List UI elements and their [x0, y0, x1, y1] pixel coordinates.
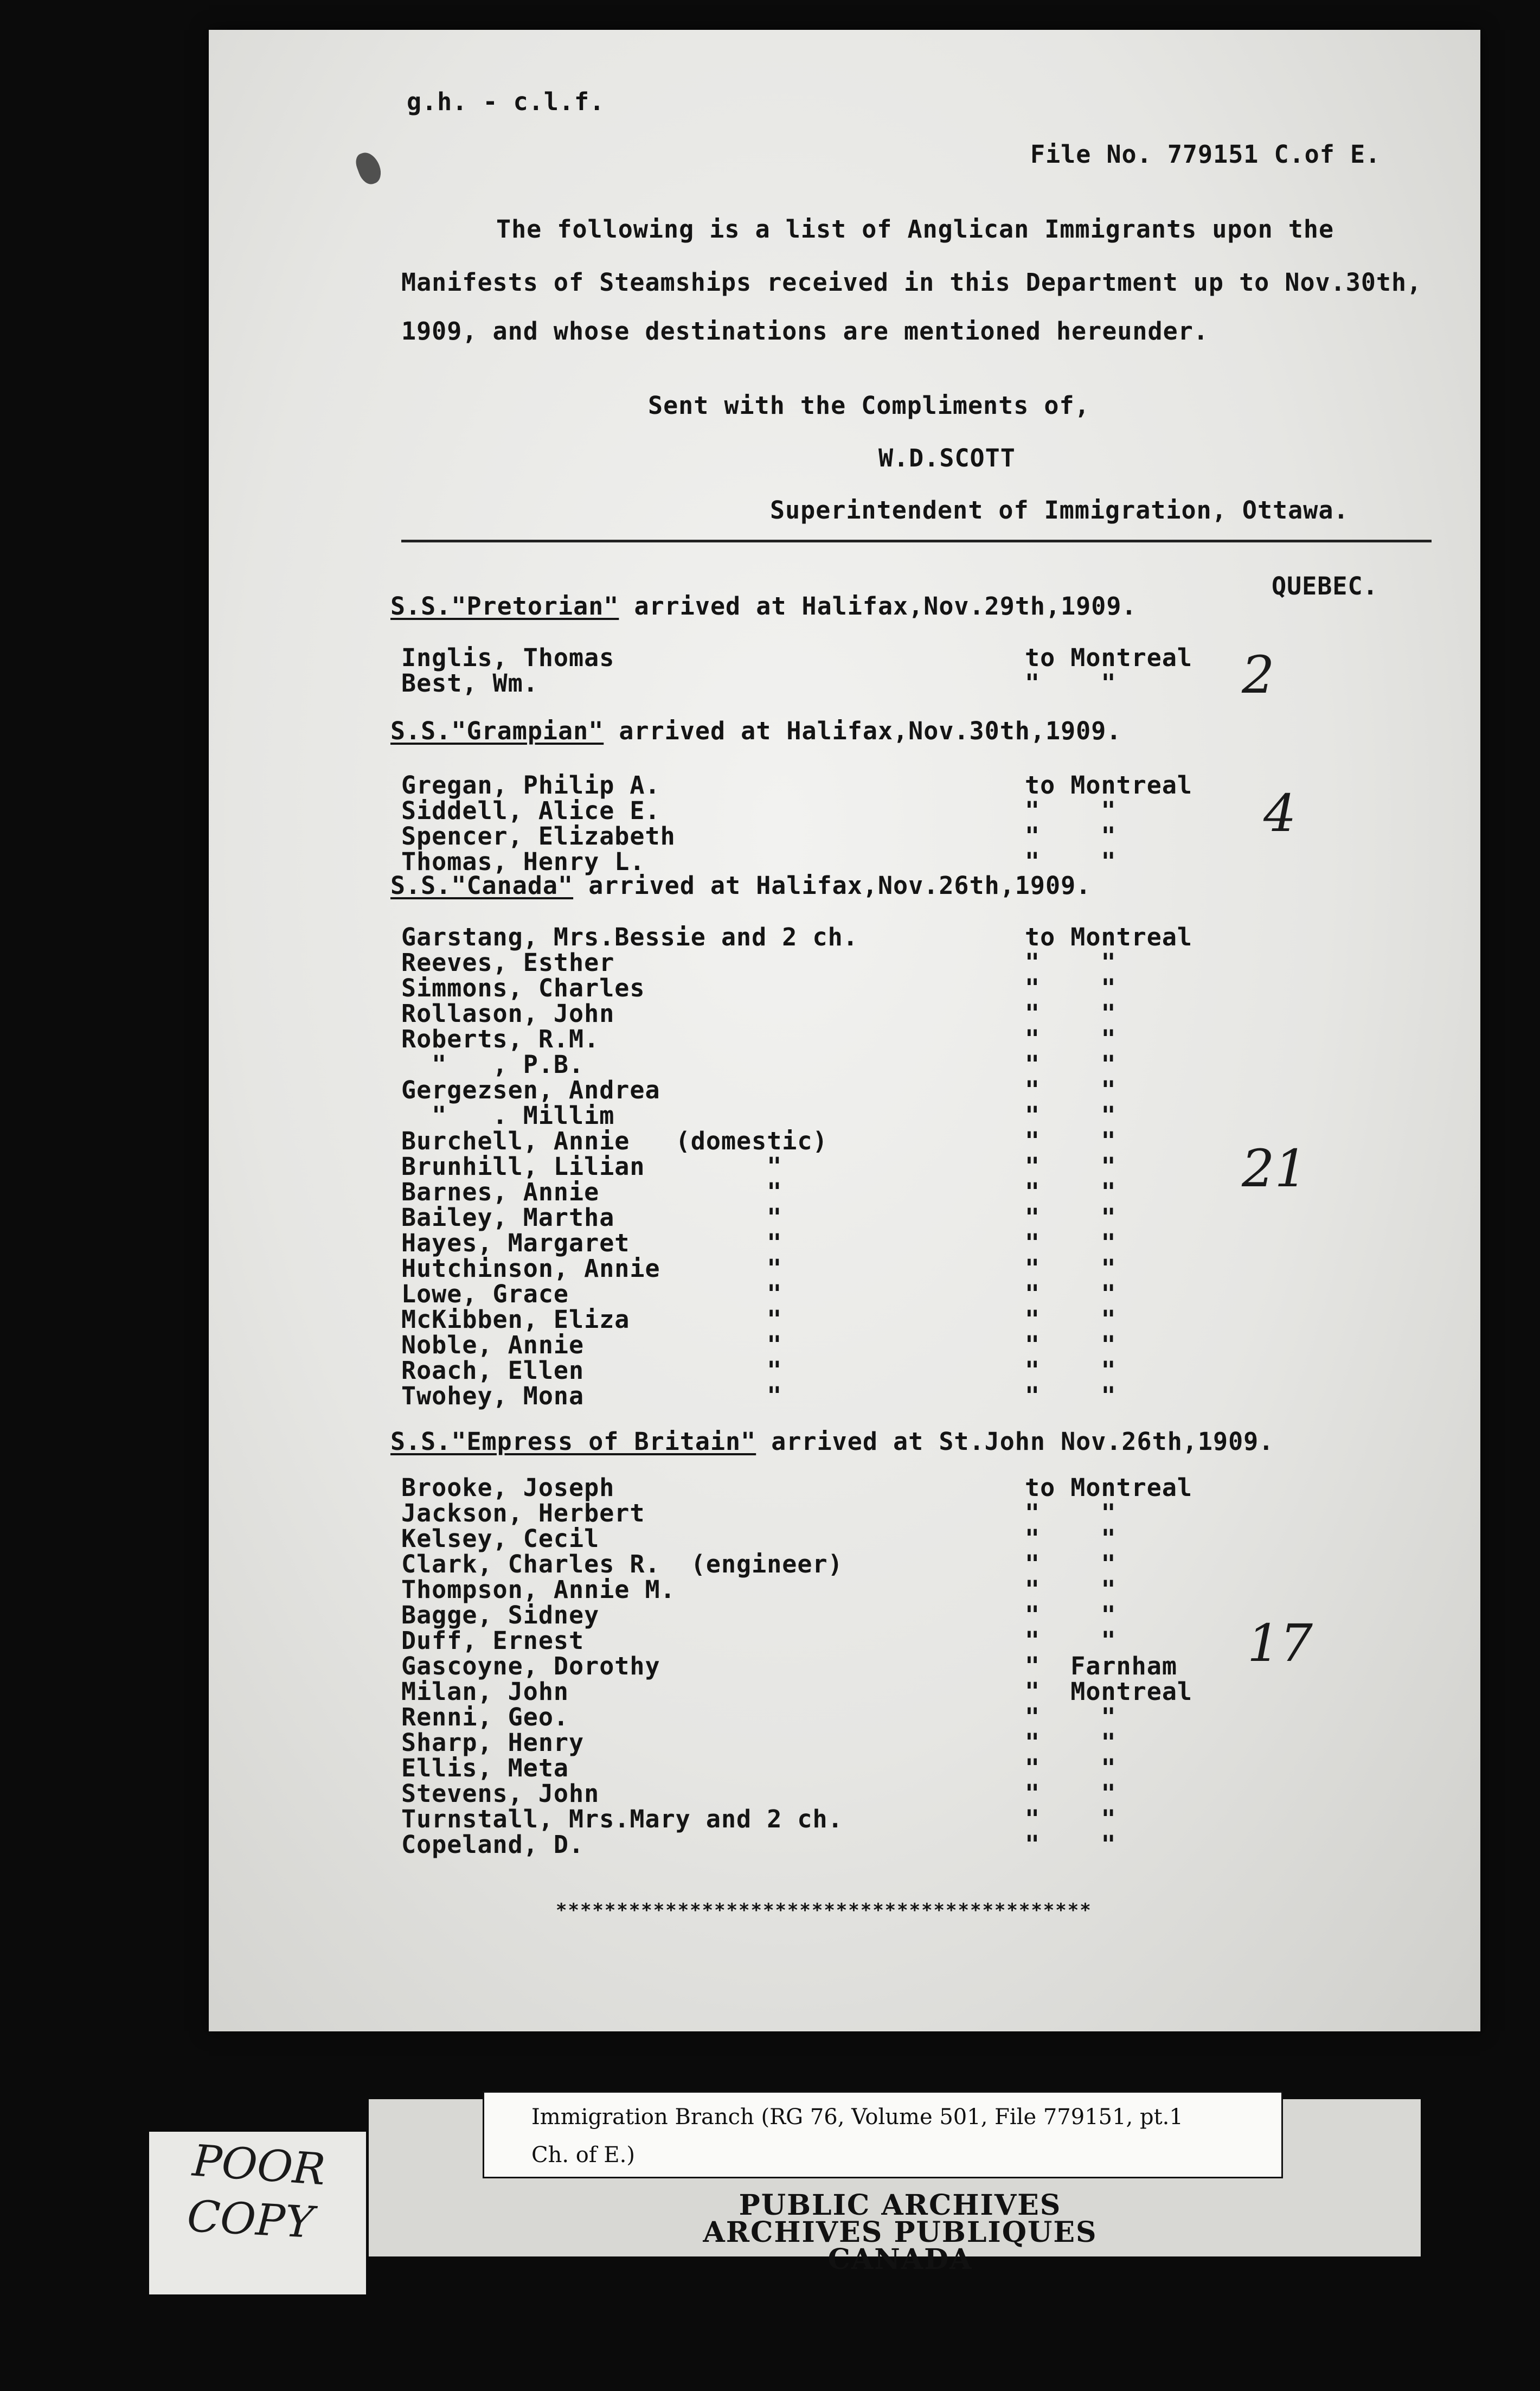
destination: " " [1025, 1779, 1116, 1808]
arrival-details: arrived at St.John Nov.26th,1909. [756, 1427, 1274, 1456]
archive-stamp-line-2: ARCHIVES PUBLIQUES [703, 2216, 1098, 2249]
compliments-line: Sent with the Compliments of, [648, 391, 1090, 420]
destination: " Farnham [1025, 1652, 1177, 1680]
passenger-name: Roach, Ellen " [401, 1356, 782, 1385]
passenger-name: Barnes, Annie " [401, 1178, 782, 1206]
intro-line-1: The following is a list of Anglican Immigrants upon the [496, 215, 1334, 244]
destination: " " [1025, 822, 1116, 851]
destination: " " [1025, 1076, 1116, 1104]
destination: " " [1025, 1152, 1116, 1181]
arrival-details: arrived at Halifax,Nov.30th,1909. [604, 717, 1122, 745]
passenger-name: Simmons, Charles [401, 974, 645, 1002]
destination: " " [1025, 1254, 1116, 1283]
ship-heading [390, 1429, 1274, 1454]
destination: " " [1025, 1101, 1116, 1130]
passenger-name: Gergezsen, Andrea [401, 1076, 660, 1104]
passenger-name: Sharp, Henry [401, 1728, 585, 1757]
passenger-name: Ellis, Meta [401, 1754, 569, 1782]
destination: " " [1025, 1830, 1116, 1859]
destination: " " [1025, 999, 1116, 1028]
passenger-name: Kelsey, Cecil [401, 1524, 600, 1553]
destination: " " [1025, 1127, 1116, 1155]
handwritten-count: 17 [1247, 1614, 1313, 1673]
destination: " " [1025, 796, 1116, 825]
destination: " " [1025, 1499, 1116, 1527]
passenger-name: Reeves, Esther [401, 948, 615, 977]
passenger-name: Garstang, Mrs.Bessie and 2 ch. [401, 923, 858, 951]
passenger-name: Jackson, Herbert [401, 1499, 645, 1527]
ship-name: S.S."Grampian" [390, 717, 604, 745]
destination: " " [1025, 669, 1116, 698]
destination: " " [1025, 1050, 1116, 1079]
destination: " " [1025, 1356, 1116, 1385]
archive-label-line-2: Ch. of E.) [531, 2143, 635, 2168]
signer-title: Superintendent of Immigration, Ottawa. [770, 496, 1349, 525]
passenger-name: Gascoyne, Dorothy [401, 1652, 660, 1680]
passenger-name: Bagge, Sidney [401, 1601, 600, 1629]
destination: " Montreal [1025, 1677, 1193, 1706]
passenger-name: Thomas, Henry L. [401, 847, 645, 876]
passenger-name: Burchell, Annie (domestic) [401, 1127, 828, 1155]
handwritten-count: 21 [1242, 1139, 1307, 1199]
passenger-name: Stevens, John [401, 1779, 600, 1808]
ship-name: S.S."Empress of Britain" [390, 1427, 756, 1456]
destination: " " [1025, 1754, 1116, 1782]
handwritten-count: 2 [1242, 645, 1275, 705]
passenger-name: Roberts, R.M. [401, 1025, 600, 1053]
passenger-name: Twohey, Mona " [401, 1382, 782, 1410]
destination: " " [1025, 1025, 1116, 1053]
passenger-name: Copeland, D. [401, 1830, 585, 1859]
destination: " " [1025, 1229, 1116, 1257]
archive-label-line-1: Immigration Branch (RG 76, Volume 501, File 779151, pt.1 [531, 2105, 1183, 2130]
intro-line-3: 1909, and whose destinations are mentioned hereunder. [401, 317, 1209, 346]
passenger-name: Hayes, Margaret " [401, 1229, 782, 1257]
destination: " " [1025, 1550, 1116, 1578]
passenger-name: Thompson, Annie M. [401, 1575, 676, 1604]
passenger-name: Brunhill, Lilian " [401, 1152, 782, 1181]
poor-copy-line-2: COPY [185, 2190, 315, 2248]
passenger-name: Clark, Charles R. (engineer) [401, 1550, 843, 1578]
passenger-name: Spencer, Elizabeth [401, 822, 676, 851]
destination: " " [1025, 1280, 1116, 1308]
signer-name: W.D.SCOTT [878, 444, 1016, 472]
ship-name: S.S."Canada" [390, 871, 574, 900]
handwritten-count: 4 [1263, 784, 1297, 843]
destination: " " [1025, 1305, 1116, 1334]
passenger-name: Milan, John [401, 1677, 569, 1706]
destination: to Montreal [1025, 643, 1193, 672]
ship-name: S.S."Pretorian" [390, 592, 619, 621]
passenger-name: Gregan, Philip A. [401, 771, 660, 800]
passenger-name: Noble, Annie " [401, 1331, 782, 1359]
passenger-name: Inglis, Thomas [401, 643, 615, 672]
destination: " " [1025, 948, 1116, 977]
passenger-name: Brooke, Joseph [401, 1473, 615, 1502]
destination: to Montreal [1025, 771, 1193, 800]
destination: " " [1025, 1178, 1116, 1206]
ship-heading [390, 719, 1121, 743]
ship-heading [390, 873, 1091, 898]
destination: " " [1025, 1575, 1116, 1604]
passenger-name: " . Millim [401, 1101, 615, 1130]
destination: " " [1025, 1203, 1116, 1232]
passenger-name: Lowe, Grace " [401, 1280, 782, 1308]
passenger-name: Best, Wm. [401, 669, 538, 698]
destination: " " [1025, 1524, 1116, 1553]
arrival-details: arrived at Halifax,Nov.26th,1909. [573, 871, 1092, 900]
destination: " " [1025, 1728, 1116, 1757]
destination: " " [1025, 974, 1116, 1002]
archive-stamp-line-1: PUBLIC ARCHIVES [739, 2189, 1062, 2222]
destination: " " [1025, 1601, 1116, 1629]
destination: " " [1025, 1626, 1116, 1655]
passenger-name: " , P.B. [401, 1050, 585, 1079]
arrival-details: arrived at Halifax,Nov.29th,1909. [619, 592, 1137, 621]
destination: to Montreal [1025, 923, 1193, 951]
passenger-name: Bailey, Martha " [401, 1203, 782, 1232]
destination: to Montreal [1025, 1473, 1193, 1502]
passenger-name: Hutchinson, Annie " [401, 1254, 782, 1283]
passenger-name: Duff, Ernest [401, 1626, 585, 1655]
poor-copy-line-1: POOR [191, 2135, 328, 2195]
passenger-name: Turnstall, Mrs.Mary and 2 ch. [401, 1805, 843, 1833]
destination: " " [1025, 847, 1116, 876]
destination: " " [1025, 1805, 1116, 1833]
file-number: File No. 779151 C.of E. [1030, 140, 1381, 169]
passenger-name: Renni, Geo. [401, 1703, 569, 1731]
ship-heading [390, 592, 1137, 621]
passenger-name: Rollason, John [401, 999, 615, 1028]
archive-stamp-line-3: CANADA [827, 2243, 973, 2276]
province-label: QUEBEC. [1272, 572, 1378, 600]
destination: " " [1025, 1703, 1116, 1731]
header-divider [401, 540, 1432, 542]
footer-divider: ******************************************** [556, 1900, 1092, 1921]
intro-line-2: Manifests of Steamships received in this Department up to Nov.30th, [401, 268, 1422, 297]
passenger-name: McKibben, Eliza " [401, 1305, 782, 1334]
destination: " " [1025, 1382, 1116, 1410]
initials: g.h. - c.l.f. [407, 87, 605, 116]
passenger-name: Siddell, Alice E. [401, 796, 660, 825]
destination: " " [1025, 1331, 1116, 1359]
